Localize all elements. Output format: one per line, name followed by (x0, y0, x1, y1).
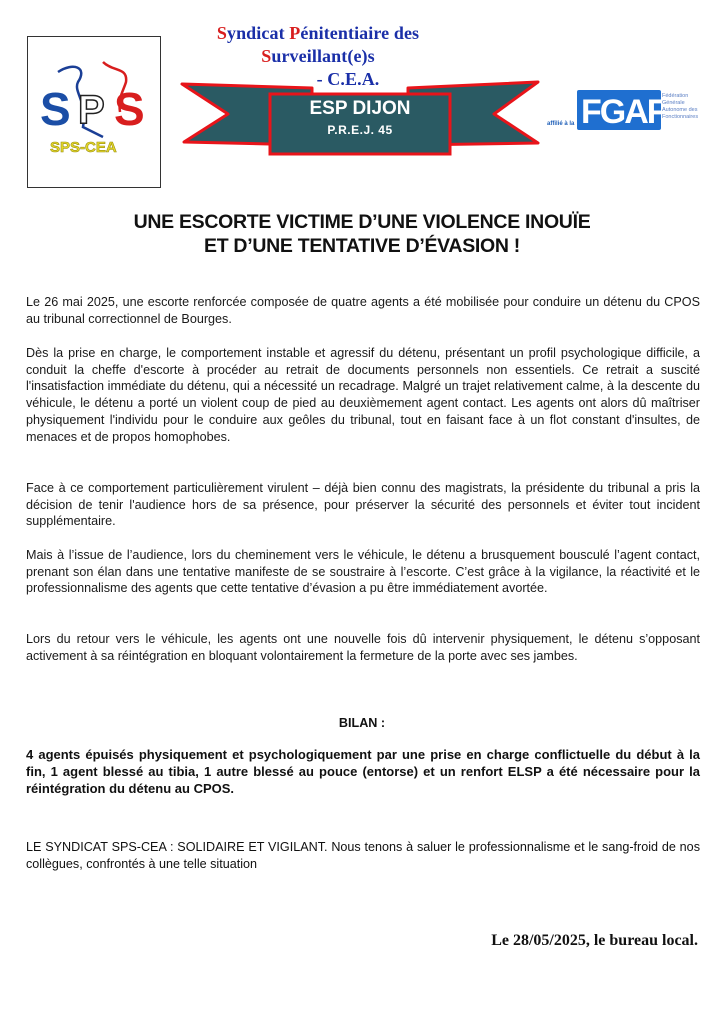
paragraph-incident: Dès la prise en charge, le comportement instable et agressif du détenu, présentant un profil psychologique difficile, a conduit la cheffe d'escorte à procéder au retrait de documents personnels non essentiels. Ce retrait a suscité l'insatisfaction immédiate du détenu, qui a nécessité un recadrage. Malgré un trajet relativement calme, à la descente du véhicule, le détenu a porté un violent coup de pied au deuxièmement agent contact. Les agents ont alors dû maîtriser physiquement l'individu pour le conduire aux geôles du tribunal, tout en faisant face à un flot constant d'insultes, de menaces et de propos homophobes. (26, 346, 700, 444)
fgaf-logo-text: FGAF (581, 93, 666, 131)
affiliation-prefix: affilié à la (547, 121, 575, 127)
org-initial-s: S (216, 23, 227, 43)
fgaf-desc-line: Fonctionnaires (662, 114, 699, 120)
paragraph-intro: Le 26 mai 2025, une escorte renforcée composée de quatre agents a été mobilisée pour conduire un détenu du CPOS au tribunal correctionnel de Bourges. (26, 295, 700, 326)
bilan-text: 4 agents épuisés physiquement et psychologiquement par une prise en charge conflictuelle du début à la fin, 1 agent blessé au tibia, 1 autre blessé au pouce (entorse) et un renfort ELSP a été nécessaire pour la réintégration du détenu au CPOS. (26, 747, 700, 796)
paragraph-tribunal: Face à ce comportement particulièrement virulent – déjà bien connu des magistrats, la présidente du tribunal a pris la décision de tenir l'audience hors de sa présence, pour préserver la sécurité des personnels et éviter tout incident supplémentaire. (26, 481, 700, 529)
org-word: yndicat (226, 23, 290, 43)
title-line-2: ET D’UNE TENTATIVE D’ÉVASION ! (203, 235, 521, 257)
paragraph-escape-attempt: Mais à l’issue de l’audience, lors du cheminement vers le véhicule, le détenu a brusquement bousculé l’agent contact, prenant son élan dans une tentative manifeste de se soustraire à l’escorte. C’est grâce à la vigilance, la réactivité et le professionnalisme des agents que cette tentative d’évasion a pu être immédiatement avortée. (26, 548, 700, 596)
sps-cea-logo (27, 36, 161, 188)
signature: Le 28/05/2025, le bureau local. (491, 932, 698, 949)
document-title (0, 210, 724, 258)
paragraph-return: Lors du retour vers le véhicule, les agents ont une nouvelle fois dû intervenir physiquement, le détenu s’opposant activement à sa réintégration en bloquant volontairement la fermeture de la porte avec ses jambes. (26, 632, 700, 663)
fgaf-desc-line: Générale (662, 100, 685, 106)
organization-title (168, 22, 468, 68)
fgaf-desc-line: Autonome des (662, 107, 698, 113)
sps-logo-graphic (28, 37, 160, 187)
ribbon-title: ESP DIJON (309, 98, 411, 119)
logo-letter-s1: S (40, 83, 71, 135)
ribbon-subtitle: P.R.E.J. 45 (327, 123, 393, 137)
org-initial-p: P (289, 23, 301, 43)
organization-subtitle: - C.E.A. (316, 69, 380, 89)
logo-letter-p: P (78, 88, 105, 132)
fgaf-desc-line: Fédération (662, 93, 689, 99)
org-initial-s2: S (261, 46, 272, 66)
title-line-1: UNE ESCORTE VICTIME D’UNE VIOLENCE INOUÏE (133, 211, 591, 233)
org-word: urveillant(e)s (271, 46, 375, 66)
logo-caption: SPS-CEA (50, 139, 117, 156)
org-word: énitentiaire des (300, 23, 420, 43)
closing-statement: LE SYNDICAT SPS-CEA : SOLIDAIRE ET VIGILANT. Nous tenons à saluer le professionnalisme et le sang-froid de nos collègues, confrontés à une telle situation (26, 840, 700, 871)
logo-letter-s2: S (114, 83, 145, 135)
fgaf-description (662, 93, 698, 121)
bilan-heading: BILAN : (338, 716, 386, 730)
